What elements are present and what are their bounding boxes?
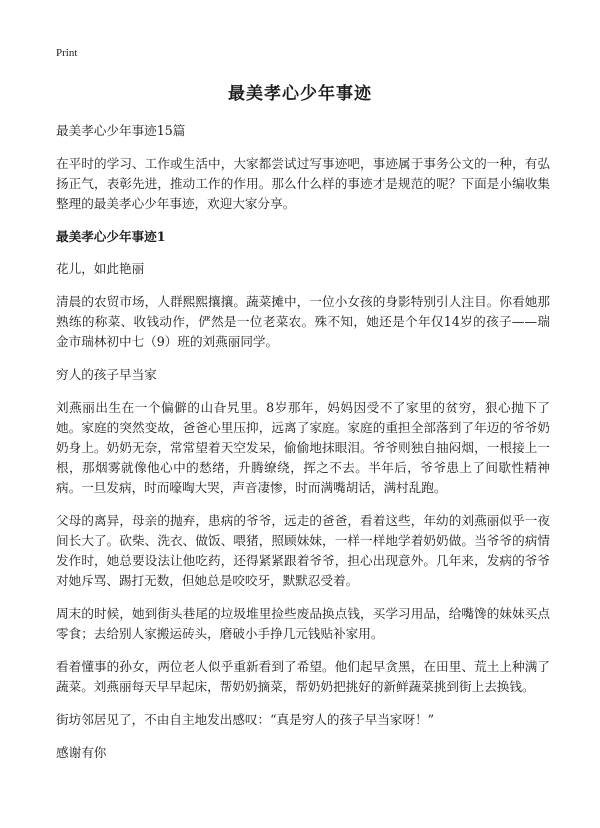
paragraph: 清晨的农贸市场，人群熙熙攘攘。蔬菜摊中，一位小女孩的身影特别引人注目。你看她那熟练的称菜、收钱动作，俨然是一位老菜农。殊不知，她还是个年仅14岁的孩子——瑞金市瑞林初中七（9）班的刘燕丽同学。 bbox=[56, 294, 550, 349]
section-heading: 最美孝心少年事迹1 bbox=[56, 229, 166, 244]
paragraph: 刘燕丽出生在一个偏僻的山旮旯里。8岁那年，妈妈因受不了家里的贫穷，狠心抛下了她。家庭的突然变故，爸爸心里压抑，远离了家庭。家庭的重担全部落到了年迈的爷爷奶奶身上。奶奶无奈，常常望着天空发呆，偷偷地抹眼泪。爷爷则独自抽闷烟，一根接上一根，那烟雾就像他心中的愁绪，升腾缭绕，挥之不去。半年后，爷爷患上了间歇性精神病。一旦发病，时而嚎啕大哭，声音凄惨，时而满嘴胡话，满村乱跑。 bbox=[56, 400, 550, 495]
paragraph-heading: 穷人的孩子早当家 bbox=[56, 367, 157, 382]
paragraph: 看着懂事的孙女，两位老人似乎重新看到了希望。他们起早贪黑，在田里、荒土上种满了蔬菜。刘燕丽每天早早起床，帮奶奶摘菜，帮奶奶把挑好的新鲜蔬菜挑到街上去换钱。 bbox=[56, 659, 550, 694]
paragraph-heading: 花儿，如此艳丽 bbox=[56, 261, 145, 276]
paragraph-heading: 感谢有你 bbox=[56, 745, 107, 760]
article-body bbox=[56, 121, 550, 776]
paragraph: 父母的离异，母亲的抛弃，患病的爷爷，远走的爸爸，看着这些，年幼的刘燕丽似乎一夜间长大了。砍柴、洗衣、做饭、喂猪，照顾妹妹，一样一样地学着奶奶做。当爷爷的病情发作时，她总要设法让他吃药，还得紧紧跟着爷爷，担心出现意外。几年来，发病的爷爷对她斥骂、踢打无数，但她总是咬咬牙，默默忍受着。 bbox=[56, 513, 550, 588]
article-subtitle: 最美孝心少年事迹15篇 bbox=[56, 123, 186, 138]
page-title: 最美孝心少年事迹 bbox=[228, 84, 372, 104]
paragraph: 街坊邻居见了，不由自主地发出感叹：“真是穷人的孩子早当家呀！” bbox=[56, 712, 435, 727]
print-link[interactable]: Print bbox=[56, 47, 78, 59]
article-intro: 在平时的学习、工作或生活中，大家都尝试过写事迹吧，事迹属于事务公文的一种，有弘扬正气，表彰先进，推动工作的作用。那么什么样的事迹才是规范的呢？下面是小编收集整理的最美孝心少年事迹，欢迎大家分享。 bbox=[56, 156, 550, 211]
paragraph: 周末的时候，她到街头巷尾的垃圾堆里捡些废品换点钱，买学习用品，给嘴馋的妹妹买点零食；去给别人家搬运砖头，磨破小手挣几元钱贴补家用。 bbox=[56, 606, 550, 641]
